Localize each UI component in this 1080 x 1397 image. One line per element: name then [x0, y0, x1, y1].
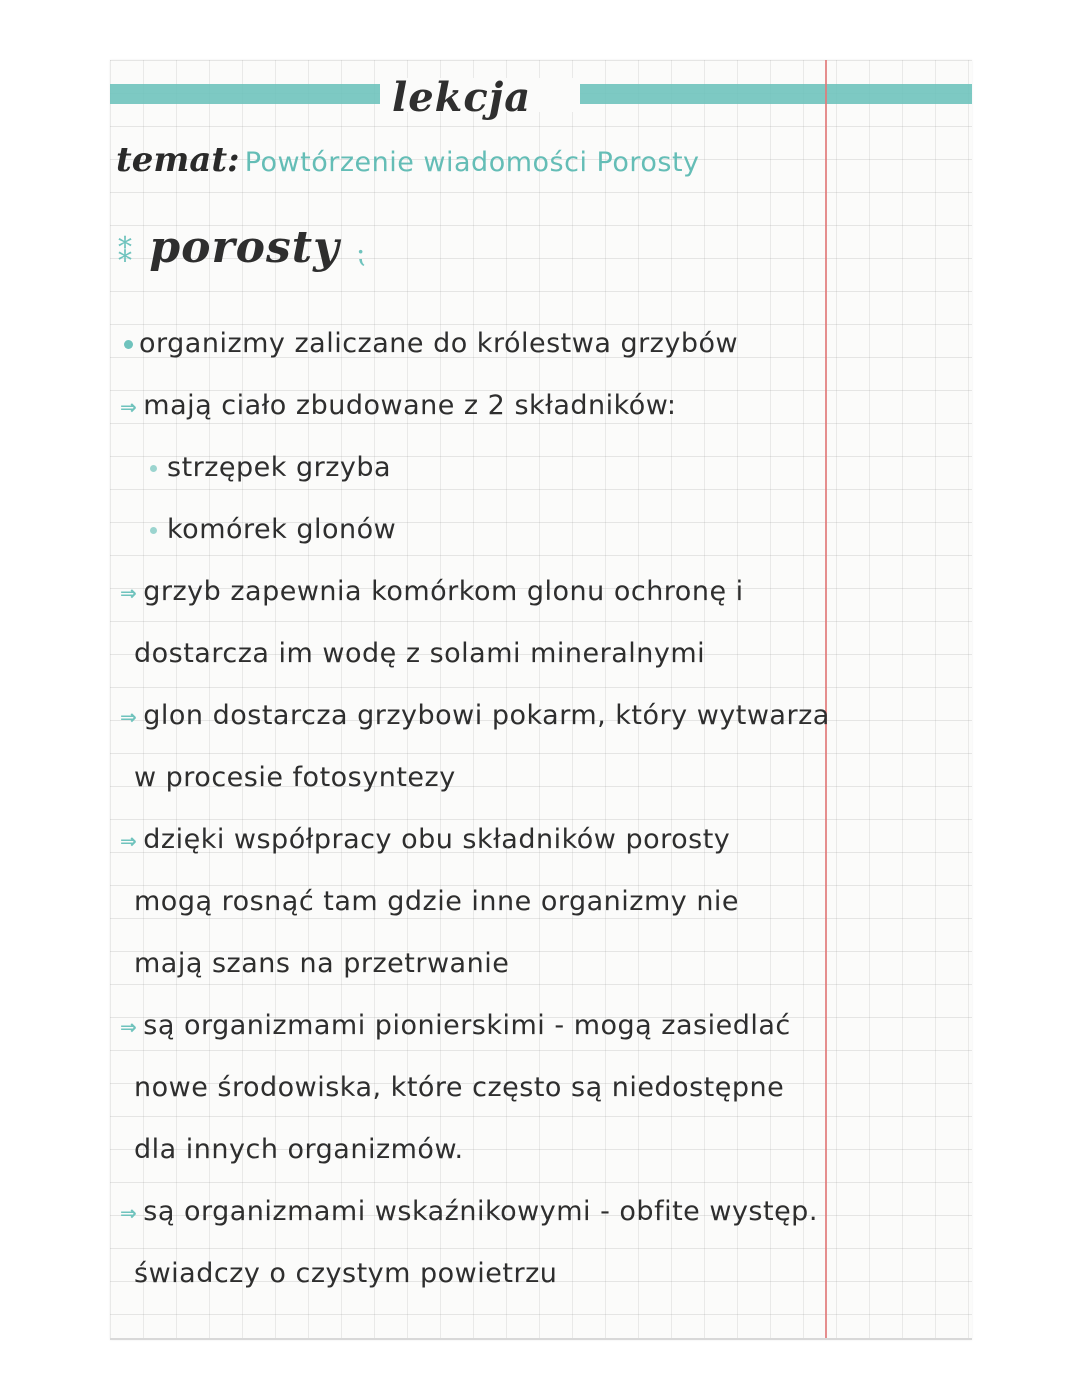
topic-text: Powtórzenie wiadomości Porosty [244, 147, 700, 178]
note-line: mogą rosnąć tam gdzie inne organizmy nie [134, 886, 740, 917]
note-line: organizmy zaliczane do królestwa grzybów [124, 328, 738, 359]
note-line: ⇒ grzyb zapewnia komórkom glonu ochronę i [120, 576, 744, 607]
arrow-icon: ⇒ [120, 1200, 138, 1225]
topic-row [116, 140, 700, 180]
sparkle-icon: ⁏ [355, 236, 367, 269]
note-line: w procesie fotosyntezy [134, 762, 456, 793]
lesson-heading: lekcja [392, 74, 532, 121]
arrow-icon: ⇒ [120, 580, 138, 605]
note-sub-item: komórek glonów [150, 514, 396, 545]
note-line: świadczy o czystym powietrzu [134, 1258, 558, 1289]
arrow-icon: ⇒ [120, 394, 138, 419]
arrow-icon: ⇒ [120, 828, 138, 853]
note-line: ⇒ są organizmami pionierskimi - mogą zasiedlać [120, 1010, 791, 1041]
note-line: ⇒ są organizmami wskaźnikowymi - obfite występ. [120, 1196, 818, 1227]
note-line: nowe środowiska, które często są niedostępne [134, 1072, 785, 1103]
arrow-icon: ⇒ [120, 1014, 138, 1039]
arrow-icon: ⇒ [120, 704, 138, 729]
section-title [118, 222, 366, 273]
note-line: ⇒ dzięki współpracy obu składników porosty [120, 824, 731, 855]
bullet-dot-icon [150, 527, 157, 534]
note-line: ⇒ mają ciało zbudowane z 2 składników: [120, 390, 677, 421]
note-line: dla innych organizmów. [134, 1134, 464, 1165]
sparkle-icon: ⁑ [118, 236, 133, 269]
topic-label: temat: [116, 140, 240, 180]
notebook-page [110, 60, 972, 1340]
bullet-dot-icon [150, 465, 157, 472]
note-line: ⇒ glon dostarcza grzybowi pokarm, który wytwarza [120, 700, 830, 731]
margin-line [825, 60, 827, 1338]
note-line: mają szans na przetrwanie [134, 948, 510, 979]
bullet-dot-icon [124, 340, 133, 349]
note-sub-item: strzępek grzyba [150, 452, 391, 483]
section-title-text: porosty [149, 222, 340, 273]
note-line: dostarcza im wodę z solami mineralnymi [134, 638, 706, 669]
